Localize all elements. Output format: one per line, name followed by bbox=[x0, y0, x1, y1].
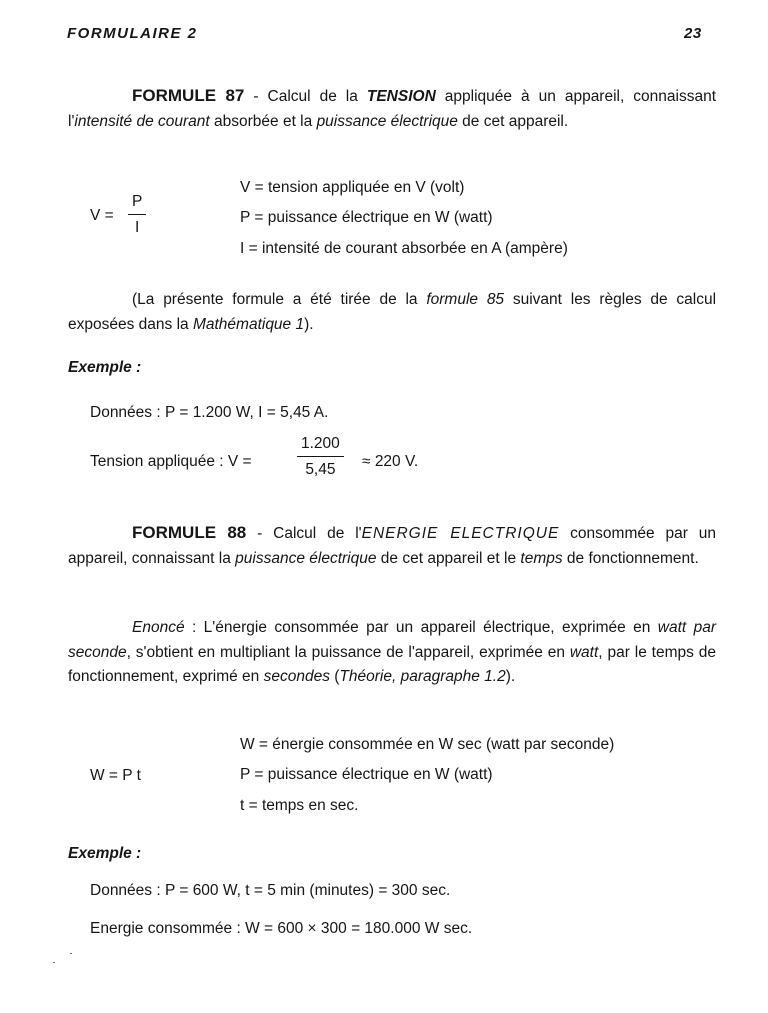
definition-t: t = temps en sec. bbox=[240, 797, 359, 814]
tension-denominator: 5,45 bbox=[305, 461, 336, 478]
page-number: 23 bbox=[684, 25, 702, 42]
formula-88: W = P t bbox=[90, 767, 141, 784]
formula-88-enonce: Enoncé : L'énergie consommée par un appareil électrique, exprimée en watt par seconde, s'obtient en multipliant la puissance de l'appareil, exprimée en watt, par le temps de fonctionnement, exprimé en secondes (Théorie, paragraphe 1.2). bbox=[68, 619, 717, 685]
theorie-ref: Théorie, paragraphe 1.2 bbox=[339, 668, 506, 685]
scan-speck bbox=[53, 962, 55, 963]
fraction-denominator: I bbox=[135, 219, 140, 236]
definition-w: W = énergie consommée en W sec (watt par seconde) bbox=[240, 736, 615, 753]
definition-i: I = intensité de courant absorbée en A (ampère) bbox=[240, 240, 568, 257]
formula-87-title: FORMULE 87 bbox=[132, 86, 245, 105]
tension-term: TENSION bbox=[366, 88, 436, 105]
formula-88-title: FORMULE 88 bbox=[132, 523, 247, 542]
example-88-energie: Energie consommée : W = 600 × 300 = 180.000 W sec. bbox=[90, 920, 473, 937]
tension-fraction bbox=[297, 435, 344, 479]
example-88-donnees: Données : P = 600 W, t = 5 min (minutes) = 300 sec. bbox=[90, 882, 451, 899]
definition-v: V = tension appliquée en V (volt) bbox=[240, 179, 465, 196]
formule-85-ref: formule 85 bbox=[426, 291, 505, 308]
tension-result: ≈ 220 V. bbox=[362, 453, 419, 470]
secondes-term: secondes bbox=[263, 668, 330, 685]
temps-term: temps bbox=[520, 549, 563, 567]
intensite-term: intensité de courant bbox=[74, 112, 210, 130]
enonce-label: Enoncé bbox=[132, 619, 185, 636]
fraction-numerator: P bbox=[128, 193, 146, 215]
puissance-term: puissance électrique bbox=[316, 112, 458, 130]
watt-term: watt bbox=[569, 643, 599, 661]
example-87-donnees: Données : P = 1.200 W, I = 5,45 A. bbox=[90, 404, 329, 421]
mathematique-ref: Mathématique 1 bbox=[192, 315, 305, 333]
formula-88-intro: FORMULE 88 - Calcul de l'ENERGIE ELECTRIQUE consommée par un appareil, connaissant la puissance électrique de cet appareil et le temps de fonctionnement. bbox=[68, 523, 716, 567]
scan-speck bbox=[70, 953, 72, 954]
puissance-term-88: puissance électrique bbox=[235, 549, 377, 567]
energie-term: ENERGIE ELECTRIQUE bbox=[361, 525, 560, 542]
example-87-label: Exemple : bbox=[68, 359, 142, 376]
watt-par-seconde-term: watt par seconde bbox=[68, 619, 716, 661]
tension-numerator: 1.200 bbox=[297, 435, 344, 457]
example-88-label: Exemple : bbox=[68, 845, 142, 862]
formula-87-fraction bbox=[128, 193, 146, 237]
formula-87-lhs: V = bbox=[90, 207, 114, 224]
formula-87-note: (La présente formule a été tirée de la formule 85 suivant les règles de calcul exposées dans la Mathématique 1). bbox=[68, 291, 717, 333]
definition-p-88: P = puissance électrique en W (watt) bbox=[240, 766, 493, 783]
tension-label: Tension appliquée : V = bbox=[90, 453, 252, 470]
running-header: FORMULAIRE 2 bbox=[67, 25, 198, 42]
formula-87-intro: FORMULE 87 - Calcul de la TENSION appliquée à un appareil, connaissant l'intensité de courant absorbée et la puissance électrique de cet appareil. bbox=[68, 86, 716, 130]
definition-p: P = puissance électrique en W (watt) bbox=[240, 209, 493, 226]
